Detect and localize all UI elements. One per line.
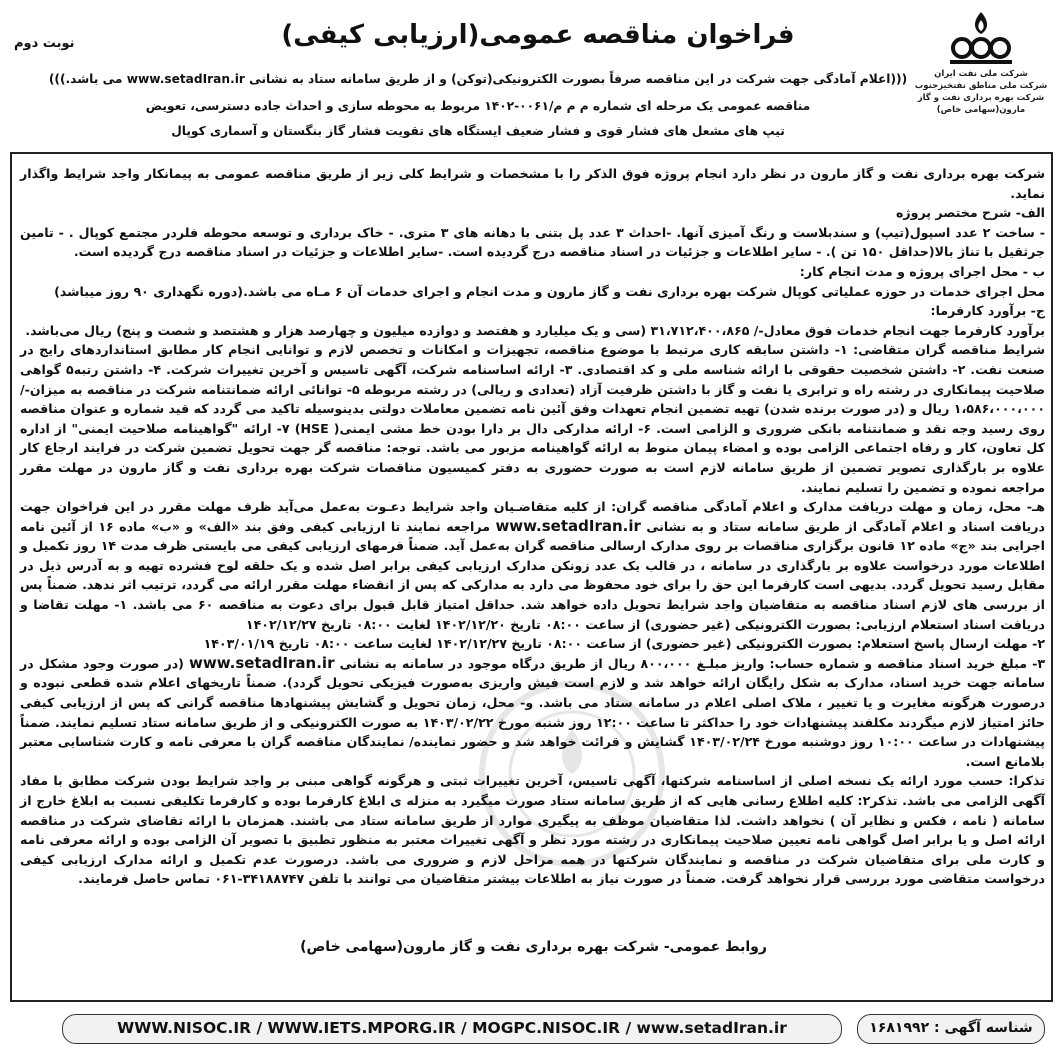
fee-part-2: (در صورت وجود مشکل در سامانه جهت خرید اسناد، مدارک به شکل رایگان ارائه خواهد شد و لازم است فیش واریزی به‌صورت فیزیکی تحویل گردد). ضمناً تاریخهای اعلام شده قطعی نبوده و درصورت هرگونه مغایرت و یا تغییر ، ملاک اصلی اعلام در سامانه ستاد می باشد. و- محل، زمان تحویل و گشایش پیشنهادها مناقصه گرانی که پس از ارزیابی کیفی حائز امتیاز لازم میگردند مکلفند پیشنهادات خود را حداکثر تا ساعت ۱۲:۰۰ روز شنبه مورخ ۱۴۰۳/۰۲/۲۲ به صورت الکترونیکی و از طریق سامانه ستاد تسلیم نمایند. ضمناً پیشنهادات در ساعت ۱۰:۰۰ روز دوشنبه مورخ ۱۴۰۳/۰۲/۲۴ گشایش و قرائت خواهد شد و حضور نماینده/ نمایندگان مناقصه گران با معرفی نامه و کارت شناسایی معتبر بلامانع است. xyxy=(20,655,1046,769)
response-deadline-text: ۲- مهلت ارسال پاسخ استعلام: بصورت الکترونیکی (غیر حضوری) از ساعت ۰۸:۰۰ تاریخ ۱۴۰۲/۱۲/۲۷ لغایت ساعت ۰۸:۰۰ تاریخ ۱۴۰۳/۰۱/۱۹ xyxy=(203,636,1045,652)
company-names xyxy=(907,68,1055,116)
estimate-text: برآورد کارفرما جهت انجام خدمات فوق معادل-/ ۳۱،۷۱۲،۴۰۰،۸۶۵ (سی و یک میلیارد و هفتصد و دوازده میلیون و چهارصد هزار و هشتصد و شصت و پنج) ریال می‌باشد. xyxy=(25,322,1045,338)
websites-bar[interactable]: WWW.NISOC.IR / WWW.IETS.MPORG.IR / MOGPC.NISOC.IR / www.setadIran.ir xyxy=(62,1014,842,1044)
setad-link[interactable]: www.setadIran.ir xyxy=(495,516,641,535)
company-logo-block xyxy=(907,8,1055,138)
notice-title: فراخوان مناقصه عمومی(ارزیابی کیفی) xyxy=(281,20,795,50)
tender-notice xyxy=(8,6,1055,1050)
round-label: نوبت دوم xyxy=(14,36,75,51)
fee-part-1: ۳- مبلغ خرید اسناد مناقصه و شماره حساب: واریز مبلـغ ۸۰۰،۰۰۰ ریال از طریق درگاه موجود در سامانه به نشانی xyxy=(334,655,1046,671)
header-line-2: مناقصه عمومی یک مرحله ای شماره م م م/۰۰۶۱-۱۴۰۲ مربوط به محوطه سازی و احداث جاده دسترسی، تعویض xyxy=(145,99,811,113)
intro-paragraph: شرکت بهره برداری نفت و گاز مارون در نظر دارد انجام پروژه فوق الذکر را با مشخصات و شرایط کلی زیر از طریق مناقصه عمومی به پیمانکار واجد شرایط واگذار نماید. xyxy=(20,166,1045,201)
section-e-text xyxy=(20,497,1045,634)
ad-id-badge: شناسه آگهی : ۱۶۸۱۹۹۲ xyxy=(857,1014,1045,1044)
section-b-text: محل اجرای خدمات در حوزه عملیاتی کوپال شرکت بهره برداری نفت و گاز مارون و مدت انجام و اجرای خدمات آن ۶ مـاه می باشد.(دوره نگهداری ۹۰ روز میباشد) xyxy=(54,283,1045,299)
notice-body xyxy=(20,164,1045,889)
logo-line: شرکت ملی مناطق نفتخیزجنوب xyxy=(914,81,1048,91)
notice-footer xyxy=(10,1012,1053,1046)
notice-header xyxy=(8,6,1055,146)
fee-text xyxy=(20,654,1045,772)
notice-body-box xyxy=(10,152,1053,1002)
section-a-text: - ساخت ۲ عدد اسپول(تیپ) و سندبلاست و رنگ آمیزی آنها. -احداث ۳ عدد پل بتنی با دهانه های ۳ متری. - خاک برداری و توسعه محوطه فلردر مجتمع کوپال . - تامین جرثقیل با تناژ بالا(حداقل ۱۵۰ تن ). - سایر اطلاعات و جزئیات در اسناد مناقصه درج گردیده است. -سایر اطلاعات و جزئیات در اسناد مناقصه درج گردیده است. xyxy=(20,224,1045,260)
header-line-1: (((اعلام آمادگی جهت شرکت در این مناقصه صرفاً بصورت الکترونیکی(توکن) و از طریق سامانه ستاد به نشانی www.setadIran.ir می باشد.))) xyxy=(48,72,908,86)
logo-line: مارون(سهامی خاص) xyxy=(936,105,1026,115)
logo-line: شرکت ملی نفت ایران xyxy=(934,69,1028,79)
public-relations-signature: روابط عمومی- شرکت بهره برداری نفت و گاز مارون(سهامی خاص) xyxy=(300,939,767,955)
section-b-heading: ب - محل اجرای پروژه و مدت انجام کار: xyxy=(799,263,1045,279)
conditions-text: شرایط مناقصه گران متقاضی: ۱- داشتن سابقه کاری مرتبط با موضوع مناقصه، تجهیزات و امکانات و تخصص لازم و توانایی انجام کار مطابق استانداردهای رایج در صنعت نفت. ۲- داشتن شخصیت حقوقی با ارائه شناسه ملی و کد اقتصادی. ۳- ارائه اساسنامه شرکت، آگهی تاسیس و آخرین تغییرات شرکت. ۴- داشتن رتبه۵ گواهی صلاحیت پیمانکاری در رشته راه و ترابری یا نفت و گاز با داشتن ظرفیت آزاد (تعدادی و ریالی) در رشته مربوطه ۵- توانائی ارائه ضمانتنامه شرکت در مناقصه به میزان-/ ۱،۵۸۶،۰۰۰،۰۰۰ ریال و (در صورت برنده شدن) تهیه تضمین انجام تعهدات وفق آئین نامه تضمین معاملات دولتی بدینوسیله تاکید می گردد که قید شماره و عنوان مناقصه روی رسید وجه نقد و ضمانتنامه بانکی ضروری و الزامی است. ۶- ارائه مدارکی دال بر دارا بودن خط مشی ایمنی( HSE) ۷- ارائه "گواهینامه صلاحیت ایمنی" از اداره کل تعاون، کار و رفاه اجتماعی الزامی بوده و امضاء پیمان منوط به ارائه گواهینامه مزبور می باشد. توجه: مناقصه گر جهت تحویل تضمین شرکت در فرایند ارجاع کار علاوه بر بارگذاری تصویر تضمین از طریق سامانه لازم است به صورت حضوری به دفتر کمیسیون مناقصات شرکت بهره برداری نفت و گاز مارون در مهلت مقرر مراجعه نموده و تضمین را تسلیم نمایند. xyxy=(20,342,1046,495)
section-e-part-2: مراجعه نمایند تا ارزیابی کیفی وفق بند «الف» و «ب» ماده ۱۶ از آئین نامه اجرایی بند «ج» ماده ۱۲ قانون برگزاری مناقصات بر روی مدارک ارسالی مناقصه گران به‌عمل آید. ضمناً فرمهای ارزیابی کیفی می بایستی ظرف مدت ۱۴ روز تکمیل و اطلاعات مورد درخواست علاوه بر بارگذاری در سامانه ، در قالب یک عدد زونکن مدارک ارزیابی کیفی برابر اصل شده و یک حلقه لوح فشرده تهیه و به آدرس ذیل در مقابل رسید تحویل گردد. بدیهی است کارفرما این حق را برای خود محفوظ می دارد به مدارکی که پس از انقضاء مهلت مقرر ارائه می گردد، ترتیب اثر ندهد. ضمناً پس از بررسی های لازم اسناد مناقصه به متقاضیان واجد شرایط تحویل داده خواهد شد. حداقل امتیاز قابل قبول برای دعوت به مناقصه ۶۰ می باشد. ۱- مهلت تقاضا و دریافت اسناد استعلام ارزیابی: بصورت الکترونیکی (غیر حضوری) از ساعت ۰۸:۰۰ تاریخ ۱۴۰۲/۱۲/۲۰ لغایت ۰۸:۰۰ تاریخ ۱۴۰۲/۱۲/۲۷ xyxy=(20,518,1046,632)
nioc-logo-icon xyxy=(942,8,1020,68)
setad-link[interactable]: www.setadIran.ir xyxy=(189,653,335,672)
section-e-part-1: هـ- محل، زمان و مهلت دریافت مدارک و اعلام آمادگی مناقصه گران: از کلیه متقاضـیان واجد شرایط دعـوت به‌عمل می‌آید ظرف مهلت مقرر در این فراخوان جهت دریافت اسناد و اعلام آمادگی از طریق سامانه ستاد و به نشانی xyxy=(20,499,1045,534)
notes-text: تذکرا: حسب مورد ارائه یک نسخه اصلی از اساسنامه شرکتها، آگهی تاسیس، آخرین تغییرات ثبتی و هرگونه گواهی مبنی بر واجد شرایط بودن شرکت مطابق با مفاد آگهی الزامی می باشد. تذکر۲: کلیه اطلاع رسانی هایی که از طریق سامانه ستاد صورت میگیرد به منزله ی ابلاغ کارفرما بوده و کارفرما تکلیفی نسبت به ابلاغ خارج از سامانه ( نامه ، فکس و نظایر آن ) نخواهد داشت. لذا متقاضیان موظف به پیگیری موارد از طریق سامانه ستاد می باشند. همزمان با ارائه تقاضای شرکت در مناقصه ارائه اصل و یا برابر اصل گواهی نامه تعیین صلاحیت پیمانکاری در رشته مورد نظر و آگهی تغییرات معتبر به منظور تطبیق با تصویر آن الزامی بوده و ارائه معرفی نامه و کارت ملی برای متقاضیان شرکت در مناقصه و نمایندگان شرکتها در همه مراحل لازم و ضروری می باشد. درصورت عدم تکمیل و ارائه مدارک ارزیابی کیفی درخواست متقاضی مورد بررسی قرار نخواهد گرفت. ضمناً در صورت نیاز به اطلاعات بیشتر متقاضیان می توانند با تلفن ۳۴۱۸۸۷۴۷-۰۶۱ تماس حاصل فرمایند. xyxy=(20,773,1045,887)
logo-line: شرکت بهره برداری نفت و گاز xyxy=(917,93,1045,103)
section-a-heading: الف- شرح مختصر پروژه xyxy=(895,205,1045,221)
header-line-3: تیپ های مشعل های فشار قوی و فشار ضعیف ایستگاه های تقویت فشار گاز بنگستان و آسماری کوپال xyxy=(171,124,785,138)
section-c-heading: ج- برآورد کارفرما: xyxy=(930,303,1045,319)
